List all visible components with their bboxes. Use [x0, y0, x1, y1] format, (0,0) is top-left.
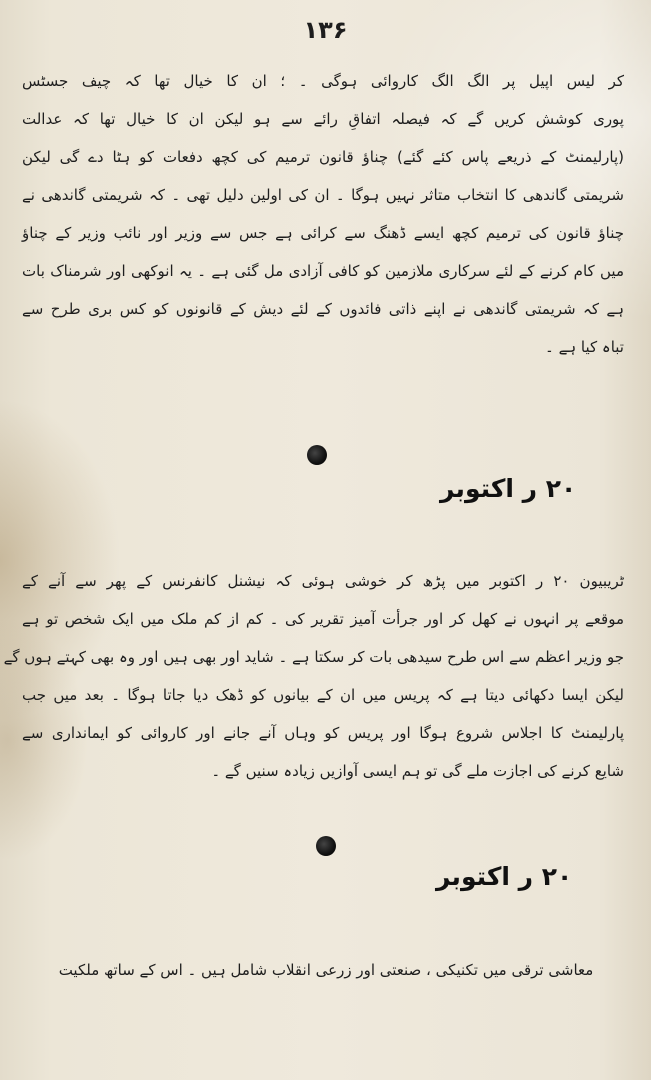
text-line: ٹریبیون ۲۰ ر اکتوبر میں پڑھ کر خوشی ہوئی کہ نیشنل کانفرنس کے پھر سے آنے کے	[22, 572, 624, 590]
text-line: موقعے پر انہوں نے کھل کر اور جرأت آمیز تقریر کی ۔ کم از کم ملک میں ایک شخص تو ہے	[22, 610, 624, 628]
paragraph-second	[3, 562, 624, 790]
paragraph-first	[22, 62, 624, 366]
text-line: جو وزیر اعظم سے اس طرح سیدھی بات کر سکتا ہے ۔ شاید اور بھی ہیں اور وہ بھی کہتے ہوں گے	[3, 648, 624, 666]
section-separator-dot	[316, 836, 336, 856]
paragraph-third	[48, 953, 604, 987]
text-line: شریمتی گاندھی کا انتخاب متاثر نہیں ہوگا ۔ ان کی اولین دلیل تھی ۔ کہ شریمتی گاندھی نے	[22, 186, 624, 204]
text-line: (پارلیمنٹ کے ذریعے پاس کئے گئے) چناؤ قانون ترمیم کی کچھ دفعات کو ہٹا دے گی لیکن	[22, 148, 624, 166]
text-line: تباہ کیا ہے ۔	[545, 338, 624, 356]
date-heading: ۲۰ ر اکتوبر	[440, 474, 577, 503]
text-line: چناؤ قانون کی ترمیم کچھ ایسے ڈھنگ سے کرائی ہے جس سے وزیر اور نائب وزیر کے چناؤ	[22, 224, 624, 242]
date-heading: ۲۰ ر اکتوبر	[436, 862, 573, 891]
section-separator-dot	[307, 445, 327, 465]
text-line: کر لیس اپیل پر الگ الگ کاروائی ہوگی ۔ ؛ ان کا خیال تھا کہ چیف جسٹس	[22, 72, 624, 90]
text-line: معاشی ترقی میں تکنیکی ، صنعتی اور زرعی انقلاب شامل ہیں ۔ اس کے ساتھ ملکیت	[58, 961, 594, 979]
text-line: لیکن ایسا دکھائی دیتا ہے کہ پریس میں ان کے بیانوں کو ڈھک دیا جاتا ہوگا ۔ بعد میں جب	[22, 686, 624, 704]
page-number: ۱۳۶	[303, 16, 348, 44]
text-line: پارلیمنٹ کا اجلاس شروع ہوگا اور پریس کو وہاں آنے جانے اور کاروائی کو ایمانداری سے	[22, 724, 624, 742]
text-line: شایع کرنے کی اجازت ملے گی تو ہم ایسی آوازیں زیادہ سنیں گے ۔	[211, 762, 624, 780]
text-line: پوری کوشش کریں گے کہ فیصلہ اتفاقِ رائے سے ہو لیکن ان کا خیال تھا کہ عدالت	[22, 110, 624, 128]
text-line: میں کام کرنے کے لئے سرکاری ملازمین کو کافی آزادی مل گئی ہے ۔ یہ انوکھی اور شرمناک بات	[22, 262, 624, 280]
text-line: ہے کہ شریمتی گاندھی نے اپنے ذاتی فائدوں کے لئے دیش کے قانونوں کو کس بری طرح سے	[22, 300, 624, 318]
